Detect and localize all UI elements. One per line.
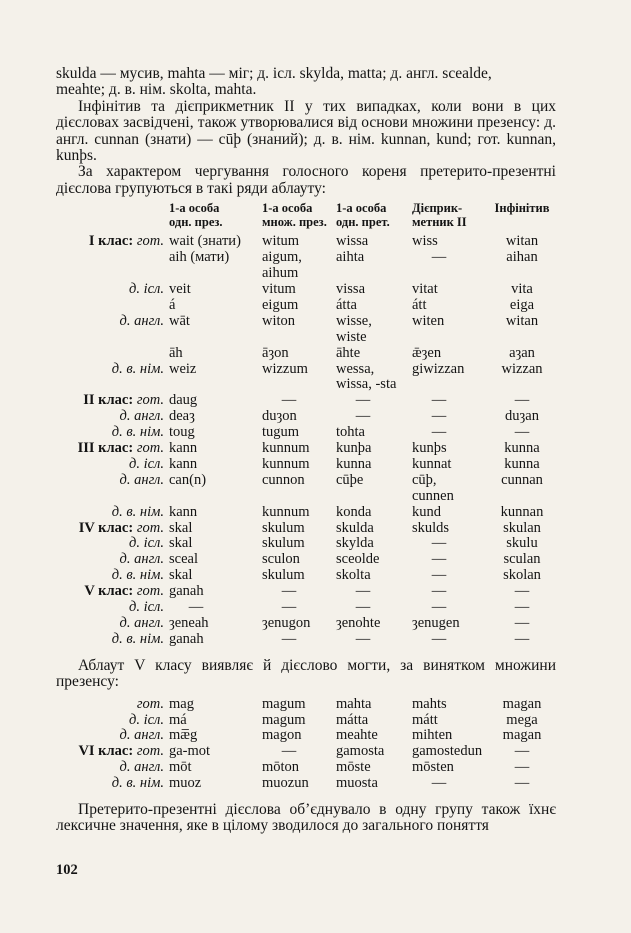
cell-c1: wait (знати) — [169, 233, 241, 250]
cell-c4: kunþs — [412, 440, 447, 457]
row-label — [56, 298, 169, 314]
cell-c2: ȝenugon — [262, 615, 311, 631]
ablaut-table-2 — [56, 697, 552, 792]
table-row — [56, 393, 552, 409]
row-label: д. в. нім. — [111, 567, 164, 584]
row-label — [56, 250, 169, 266]
cell-c1: ganah — [169, 583, 204, 600]
table-row — [56, 473, 552, 489]
cell-c4: mihten — [412, 727, 453, 744]
cell-c5 — [492, 330, 552, 346]
cell-c2: — — [281, 392, 297, 409]
cell-c2: āȝon — [262, 344, 289, 361]
cell-c4: cunnen — [412, 487, 454, 504]
table-row — [56, 266, 552, 282]
table-row — [56, 441, 552, 457]
table-row — [56, 760, 552, 776]
paragraph-ablaut-intro: За характером чергування голосного кореня претерито-презентні дієслова групуються в такі ряди аблауту: — [56, 163, 556, 197]
table-row — [56, 697, 552, 713]
table-row — [56, 457, 552, 473]
table-row — [56, 282, 552, 298]
cell-c4 — [412, 330, 492, 346]
row-label: д. в. нім. — [111, 424, 164, 441]
cell-c1: mæ̅g — [169, 727, 198, 744]
row-label: д. ісл. — [129, 535, 164, 552]
cell-c3 — [336, 489, 412, 505]
cell-c2: witum — [262, 233, 300, 250]
cell-c3: gamosta — [336, 743, 385, 760]
table-row — [56, 552, 552, 568]
cell-c5: witan — [505, 312, 539, 329]
table-row — [56, 505, 552, 521]
table-row — [56, 362, 552, 378]
table-row — [56, 536, 552, 552]
cell-c2: mōton — [262, 759, 300, 776]
cell-c2: — — [281, 743, 297, 760]
cell-c3: — — [355, 630, 371, 647]
table-row — [56, 713, 552, 729]
table-row — [56, 298, 552, 314]
cell-c4: ǣȝen — [412, 344, 442, 361]
cell-c3: konda — [336, 503, 372, 520]
row-label: д. ісл. — [129, 280, 164, 297]
cell-c4: — — [431, 583, 447, 600]
cell-c5: — — [514, 759, 530, 776]
cell-c3: — — [355, 599, 371, 616]
cell-c5: — — [514, 392, 530, 409]
cell-c5: — — [514, 599, 530, 616]
row-label: д. англ. — [119, 408, 164, 425]
row-label: д. в. нім. — [111, 630, 164, 647]
table-row — [56, 425, 552, 441]
cell-c5: magan — [502, 727, 542, 744]
page-content — [56, 66, 556, 835]
cell-c3: meahte — [336, 727, 378, 744]
cell-c5: kunnan — [500, 503, 544, 520]
intro-line-2: meahte; д. в. нім. skolta, mahta. — [56, 81, 257, 99]
cell-c5: mega — [506, 711, 538, 728]
cell-c3: skulda — [336, 519, 374, 536]
row-label: II клас: гот. — [83, 392, 164, 409]
table-row — [56, 568, 552, 584]
row-label: д. англ. — [119, 615, 164, 631]
row-label: д. ісл. — [129, 455, 164, 472]
cell-c5: duȝan — [505, 408, 539, 425]
cell-c2: witon — [262, 312, 296, 329]
cell-c5: sculan — [503, 551, 541, 568]
cell-c4: witen — [412, 312, 445, 329]
cell-c4: — — [431, 775, 447, 792]
page-number: 102 — [56, 862, 78, 878]
header-col-5: Інфінітив — [494, 201, 550, 216]
cell-c3: mōste — [336, 759, 371, 776]
cell-c1: daug — [169, 392, 198, 409]
cell-c1: — — [188, 599, 204, 616]
cell-c1: mag — [169, 695, 194, 712]
cell-c2: aigum, — [262, 249, 302, 266]
table-row — [56, 632, 552, 648]
cell-c4: skulds — [412, 519, 450, 536]
cell-c2: kunnum — [262, 440, 310, 457]
cell-c3 — [336, 266, 412, 282]
cell-c1: ȝeneah — [169, 615, 209, 631]
cell-c1: á — [169, 296, 176, 313]
cell-c1: toug — [169, 424, 195, 441]
row-label — [56, 377, 169, 393]
cell-c1: sceal — [169, 551, 198, 568]
row-label: д. англ. — [119, 727, 164, 744]
cell-c3: wissa, -sta — [336, 376, 397, 393]
row-label: д. ісл. — [129, 599, 164, 616]
table-row — [56, 489, 552, 505]
cell-c4: mahts — [412, 695, 447, 712]
cell-c4: kund — [412, 503, 441, 520]
cell-c5: — — [514, 424, 530, 441]
cell-c1 — [169, 330, 262, 346]
row-label: д. в. нім. — [111, 360, 164, 377]
cell-c5: — — [514, 630, 530, 647]
paragraph-mogty: Аблаут V класу виявляє й дієслово могти, за винятком множини презенсу: — [56, 656, 556, 691]
cell-c4: cūþ, — [412, 471, 437, 488]
cell-c3: — — [355, 392, 371, 409]
cell-c2: kunnum — [262, 455, 310, 472]
cell-c1: āh — [169, 344, 183, 361]
table-row — [56, 234, 552, 250]
cell-c3: āhte — [336, 344, 361, 361]
cell-c2: skulum — [262, 519, 305, 536]
cell-c5: aȝan — [509, 344, 535, 361]
cell-c3: átta — [336, 296, 357, 313]
cell-c5 — [492, 266, 552, 282]
cell-c4: wiss — [412, 233, 438, 250]
cell-c3: skylda — [336, 535, 374, 552]
cell-c2: — — [281, 630, 297, 647]
cell-c5: aihan — [506, 249, 538, 266]
cell-c2: skulum — [262, 535, 305, 552]
cell-c2: — — [281, 583, 297, 600]
row-label: VI клас: гот. — [78, 743, 164, 760]
cell-c2: vitum — [262, 280, 296, 297]
cell-c4 — [412, 377, 492, 393]
cell-c1: deaȝ — [169, 408, 195, 425]
cell-c4: — — [431, 535, 447, 552]
cell-c3: wisse, — [336, 312, 372, 329]
row-label: д. ісл. — [129, 711, 164, 728]
cell-c3: kunna — [336, 455, 372, 472]
cell-c3: tohta — [336, 424, 365, 441]
row-label — [56, 330, 169, 346]
table-row — [56, 744, 552, 760]
paragraph-infinitive: Інфінітив та дієприкметник II у тих випадках, коли вони в цих дієсловах засвідчені, також утворювалися від основи множини презенсу: д. англ. cunnan (знати) — cūþ (знаний); д. в. нім. kunnan, kund; гот. kunnan, kunþs. — [56, 97, 556, 165]
cell-c2: kunnum — [262, 503, 310, 520]
cell-c3: mahta — [336, 695, 372, 712]
cell-c3: skolta — [336, 567, 371, 584]
row-label: д. в. нім. — [111, 775, 164, 792]
cell-c2: muozun — [262, 775, 309, 792]
cell-c1: mōt — [169, 759, 192, 776]
table-row — [56, 409, 552, 425]
header-col-2: 1-а особа множ. през. — [262, 201, 327, 230]
table-row — [56, 250, 552, 266]
cell-c5 — [492, 377, 552, 393]
cell-c2: skulum — [262, 567, 305, 584]
cell-c4: — — [431, 567, 447, 584]
cell-c1: kann — [169, 455, 198, 472]
cell-c4: gamostedun — [412, 743, 483, 760]
cell-c3: vissa — [336, 280, 365, 297]
cell-c2 — [262, 330, 336, 346]
cell-c5: skulu — [506, 535, 538, 552]
table-row — [56, 584, 552, 600]
cell-c2: magon — [262, 727, 302, 744]
header-col-3: 1-а особа одн. прет. — [336, 201, 390, 230]
header-col-4: Дієприк- метник II — [412, 201, 467, 230]
cell-c1: muoz — [169, 775, 202, 792]
cell-c2 — [262, 377, 336, 393]
cell-c4 — [412, 266, 492, 282]
cell-c1: kann — [169, 440, 198, 457]
row-label — [56, 346, 169, 362]
cell-c2: aihum — [262, 265, 299, 282]
cell-c5: witan — [505, 233, 539, 250]
cell-c1 — [169, 266, 262, 282]
cell-c5: kunna — [504, 455, 540, 472]
cell-c4: — — [431, 599, 447, 616]
cell-c5: kunna — [504, 440, 540, 457]
table-row — [56, 728, 552, 744]
row-label: V клас: гот. — [84, 583, 164, 600]
cell-c1: ganah — [169, 630, 204, 647]
cell-c5: vita — [511, 280, 533, 297]
table-header-row — [56, 201, 552, 234]
cell-c2: wizzum — [262, 360, 308, 377]
row-label: д. в. нім. — [111, 503, 164, 520]
cell-c1: veit — [169, 280, 191, 297]
cell-c1: ga-mot — [169, 743, 211, 760]
cell-c5: eiga — [509, 296, 535, 313]
cell-c2: magum — [262, 695, 306, 712]
cell-c5: skolan — [503, 567, 541, 584]
cell-c4: — — [431, 424, 447, 441]
cell-c3: wessa, — [336, 360, 375, 377]
row-label: д. англ. — [119, 312, 164, 329]
cell-c4: ȝenugen — [412, 615, 460, 631]
row-label: гот. — [136, 695, 164, 712]
cell-c5: — — [514, 743, 530, 760]
cell-c1: weiz — [169, 360, 197, 377]
cell-c3: cūþe — [336, 471, 364, 488]
cell-c2: eigum — [262, 296, 299, 313]
cell-c1: wāt — [169, 312, 190, 329]
cell-c4: — — [431, 551, 447, 568]
cell-c3: wissa — [336, 233, 369, 250]
row-label — [56, 489, 169, 505]
cell-c1: kann — [169, 503, 198, 520]
cell-c1: má — [169, 711, 187, 728]
cell-c5: magan — [502, 695, 542, 712]
cell-c2: duȝon — [262, 408, 297, 425]
cell-c5: skulan — [503, 519, 541, 536]
cell-c4: — — [431, 392, 447, 409]
cell-c2: tugum — [262, 424, 300, 441]
cell-c1 — [169, 377, 262, 393]
cell-c5: wizzan — [501, 360, 543, 377]
table-row — [56, 330, 552, 346]
table-row — [56, 314, 552, 330]
cell-c3: muosta — [336, 775, 378, 792]
table-row — [56, 776, 552, 792]
cell-c2: magum — [262, 711, 306, 728]
cell-c3: kunþa — [336, 440, 372, 457]
table-row — [56, 616, 552, 632]
cell-c1: skal — [169, 535, 193, 552]
row-label: III клас: гот. — [77, 440, 164, 457]
row-label — [56, 266, 169, 282]
cell-c4: mōsten — [412, 759, 454, 776]
cell-c4: — — [431, 408, 447, 425]
table-row — [56, 346, 552, 362]
paragraph-meaning: Претерито-презентні дієслова об’єднувало в одну групу також їхнє лексичне значення, яке в цілому зводилося до загального поняття — [56, 801, 556, 835]
cell-c3: sceolde — [336, 551, 380, 568]
cell-c3: — — [355, 583, 371, 600]
row-label: I клас: гот. — [88, 233, 164, 250]
cell-c4: mátt — [412, 711, 438, 728]
cell-c5 — [492, 489, 552, 505]
cell-c3: — — [355, 408, 371, 425]
row-label: д. англ. — [119, 471, 164, 488]
cell-c5: — — [514, 583, 530, 600]
cell-c4: giwizzan — [412, 360, 465, 377]
cell-c2: sculon — [262, 551, 300, 568]
cell-c3: ȝenohte — [336, 615, 381, 631]
header-col-1: 1-а особа одн. през. — [169, 201, 223, 230]
ablaut-table — [56, 201, 552, 648]
cell-c5: cunnan — [501, 471, 543, 488]
cell-c1: skal — [169, 519, 193, 536]
cell-c4: vitat — [412, 280, 438, 297]
cell-c1: aih (мати) — [169, 249, 230, 266]
cell-c1: skal — [169, 567, 193, 584]
intro-line-1: skulda — мусив, mahta — міг; д. ісл. skylda, matta; д. англ. scealde, — [56, 65, 492, 82]
cell-c2: cunnon — [262, 471, 305, 488]
cell-c2: — — [281, 599, 297, 616]
row-label: д. англ. — [119, 759, 164, 776]
cell-c4: kunnat — [412, 455, 452, 472]
cell-c3: wiste — [336, 328, 367, 345]
cell-c3: mátta — [336, 711, 369, 728]
cell-c5: — — [514, 615, 530, 631]
cell-c5: — — [514, 775, 530, 792]
cell-c1: can(n) — [169, 471, 207, 488]
table-row — [56, 377, 552, 393]
cell-c3: aihta — [336, 249, 365, 266]
table-row — [56, 600, 552, 616]
cell-c2 — [262, 489, 336, 505]
table-row — [56, 521, 552, 537]
cell-c4: — — [431, 630, 447, 647]
cell-c4: átt — [412, 296, 427, 313]
cell-c4: — — [431, 249, 447, 266]
cell-c1 — [169, 489, 262, 505]
row-label: IV клас: гот. — [78, 519, 164, 536]
row-label: д. англ. — [119, 551, 164, 568]
